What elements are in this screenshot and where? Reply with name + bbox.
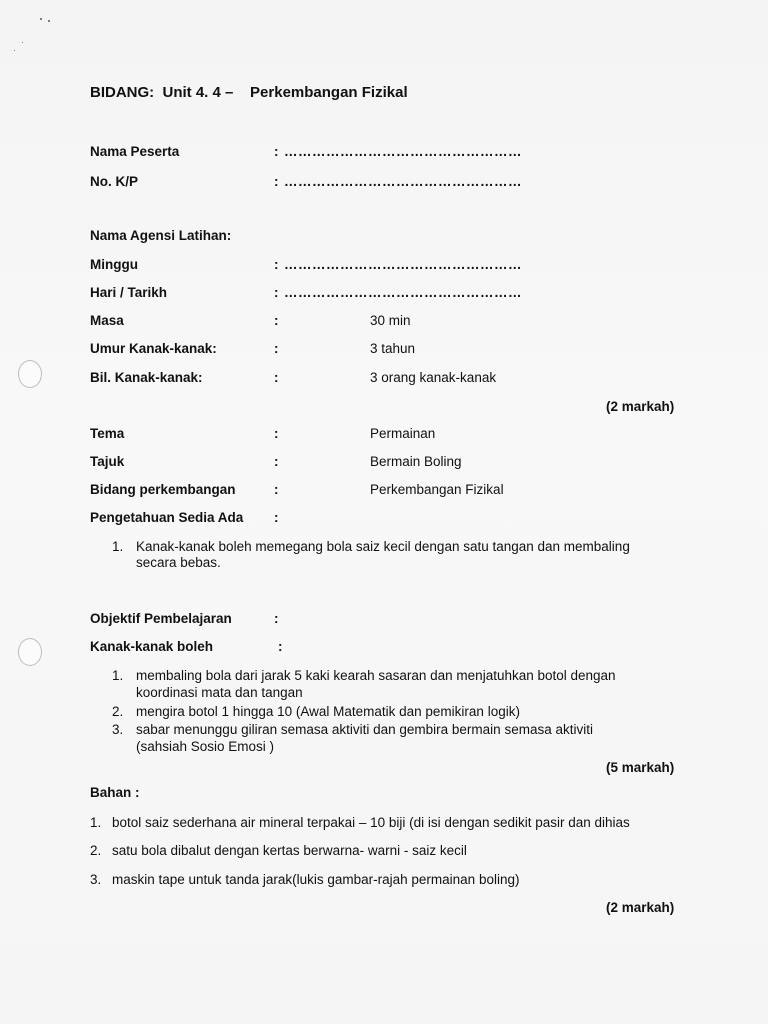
field-label-umur: Umur Kanak-kanak:: [90, 341, 217, 356]
field-label-tajuk: Tajuk: [90, 454, 125, 469]
field-label-tema: Tema: [90, 426, 125, 441]
prior-knowledge-line: Kanak-kanak boleh memegang bola saiz kecil dengan satu tangan dan membaling: [136, 539, 630, 554]
field-colon: :: [274, 426, 279, 441]
prior-knowledge-line: secara bebas.: [136, 555, 221, 570]
field-colon: :: [278, 639, 283, 654]
objectives-heading: Objektif Pembelajaran: [90, 611, 232, 626]
field-colon: :: [274, 370, 279, 385]
field-value-tema: Permainan: [370, 426, 436, 441]
scan-speck: [22, 42, 23, 43]
field-value-umur: 3 tahun: [370, 341, 416, 356]
document-header: [90, 84, 408, 101]
field-value-nama-peserta: ……………………………………………: [284, 144, 522, 159]
field-label-pengetahuan: Pengetahuan Sedia Ada: [90, 510, 244, 525]
materials-heading: Bahan :: [90, 785, 140, 800]
objectives-subheading: Kanak-kanak boleh: [90, 639, 214, 654]
header-subject: Perkembangan Fizikal: [250, 84, 408, 101]
field-label-minggu: Minggu: [90, 257, 138, 272]
header-label: BIDANG:: [90, 84, 155, 101]
list-number: 2.: [112, 704, 124, 719]
list-number: 1.: [90, 815, 102, 830]
field-colon: :: [274, 454, 279, 469]
material-item: botol saiz sederhana air mineral terpakai – 10 biji (di isi dengan sedikit pasir dan dihias: [112, 815, 630, 830]
list-number: 3.: [90, 872, 102, 887]
field-colon: :: [274, 510, 279, 525]
marks-label: (2 markah): [606, 900, 675, 915]
field-colon: :: [274, 313, 279, 328]
objective-item: membaling bola dari jarak 5 kaki kearah sasaran dan menjatuhkan botol dengan: [136, 668, 616, 683]
field-value-tajuk: Bermain Boling: [370, 454, 462, 469]
marks-label: (2 markah): [606, 399, 675, 414]
field-colon: :: [274, 341, 279, 356]
field-label-nama-peserta: Nama Peserta: [90, 144, 180, 159]
list-number: 1.: [112, 539, 124, 554]
field-label-no-kp: No. K/P: [90, 174, 139, 189]
field-label-hari-tarikh: Hari / Tarikh: [90, 285, 168, 300]
material-item: satu bola dibalut dengan kertas berwarna- warni - saiz kecil: [112, 843, 467, 858]
field-colon: :: [274, 285, 279, 300]
material-item: maskin tape untuk tanda jarak(lukis gambar-rajah permainan boling): [112, 872, 520, 887]
objective-item: sabar menunggu giliran semasa aktiviti dan gembira bermain semasa aktiviti: [136, 722, 593, 737]
punch-hole: [18, 638, 42, 666]
scan-speck: [40, 18, 42, 20]
objective-item: (sahsiah Sosio Emosi ): [136, 739, 275, 754]
field-colon: :: [274, 482, 279, 497]
field-value-minggu: ……………………………………………: [284, 257, 522, 272]
field-label-masa: Masa: [90, 313, 124, 328]
marks-label: (5 markah): [606, 760, 675, 775]
list-number: 2.: [90, 843, 102, 858]
list-number: 1.: [112, 668, 124, 683]
field-value-bidang: Perkembangan Fizikal: [370, 482, 504, 497]
punch-hole: [18, 360, 42, 388]
scan-speck: [14, 50, 15, 51]
field-value-bil: 3 orang kanak-kanak: [370, 370, 497, 385]
field-value-masa: 30 min: [370, 313, 411, 328]
agency-label: Nama Agensi Latihan:: [90, 228, 232, 243]
list-number: 3.: [112, 722, 124, 737]
field-colon: :: [274, 611, 279, 626]
field-colon: :: [274, 174, 279, 189]
field-label-bidang: Bidang perkembangan: [90, 482, 236, 497]
field-colon: :: [274, 144, 279, 159]
objective-item: koordinasi mata dan tangan: [136, 685, 303, 700]
field-colon: :: [274, 257, 279, 272]
objective-item: mengira botol 1 hingga 10 (Awal Matematik dan pemikiran logik): [136, 704, 520, 719]
header-unit: Unit 4. 4 –: [162, 84, 234, 101]
field-label-bil: Bil. Kanak-kanak:: [90, 370, 203, 385]
scan-speck: [48, 20, 50, 22]
field-value-no-kp: ……………………………………………: [284, 174, 522, 189]
field-value-hari-tarikh: ……………………………………………: [284, 285, 522, 300]
